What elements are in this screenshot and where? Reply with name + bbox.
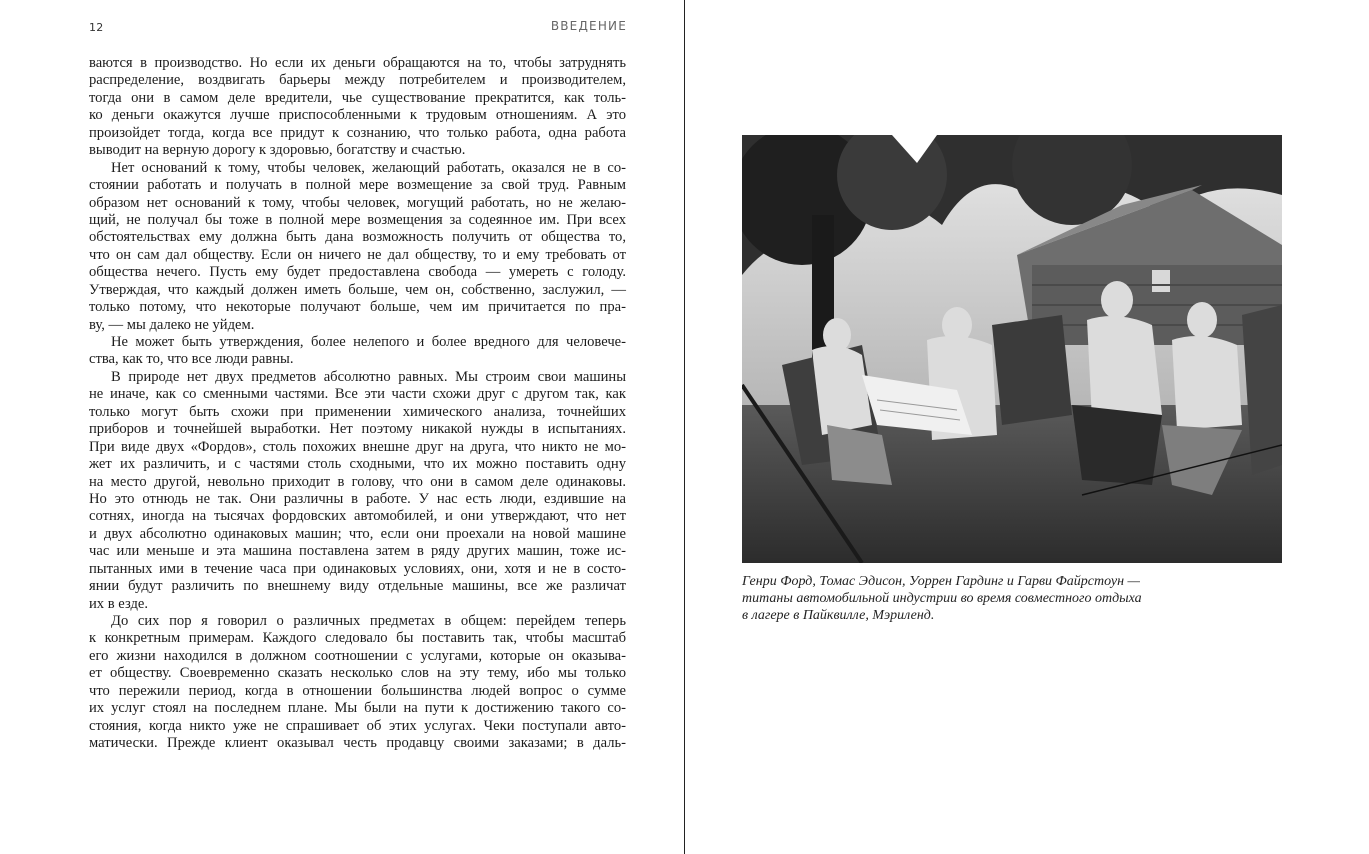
text-line: ко деньги окажутся лучше приспособленными к трудовым отношениям. А это bbox=[89, 107, 626, 124]
text-line: ет обществу. Своевременно сказать несколько слов на эту тему, ибо мы только bbox=[89, 665, 626, 682]
text-line: только потому, что некоторые получают больше, чем им причитается по пра- bbox=[89, 299, 626, 316]
right-page bbox=[685, 0, 1369, 854]
left-page bbox=[0, 0, 684, 854]
text-line: его жизни находился в должном соотношении с услугами, которые он оказыва- bbox=[89, 647, 626, 664]
page-number: 12 bbox=[89, 21, 104, 34]
text-line: стояния, когда никто уже не спрашивает об этих услугах. Чеки поступали авто- bbox=[89, 717, 626, 734]
text-line: тогда они в самом деле вредители, чье существование прекратится, как толь- bbox=[89, 89, 626, 106]
text-line: только могут быть схожи при применении химического анализа, точнейших bbox=[89, 403, 626, 420]
text-line: и двух абсолютно одинаковых машин; что, если они проехали на новой машине bbox=[89, 525, 626, 542]
text-line: произойдет тогда, когда все придут к сознанию, что только работа, одна работа bbox=[89, 124, 626, 141]
text-line: В природе нет двух предметов абсолютно равных. Мы строим свои машины bbox=[111, 368, 626, 385]
text-line: янии будут различить по внешнему виду отдельные машины, все же различат bbox=[89, 578, 626, 595]
text-line: приборов и точнейшей выработки. Нет поэтому никакой нужды в испытаниях. bbox=[89, 421, 626, 438]
text-line: ваются в производство. Но если их деньги обращаются на то, чтобы затруднять bbox=[89, 55, 626, 71]
text-line: ства, как то, что все люди равны. bbox=[89, 351, 294, 368]
text-line: их в езде. bbox=[89, 595, 149, 612]
historical-photo bbox=[742, 135, 1282, 563]
text-line: Но это отнюдь не так. Они различны в работе. У нас есть люди, ездившие на bbox=[89, 490, 626, 507]
text-line: их услуг стоял на последнем плане. Мы были на пути к достижению такого со- bbox=[89, 700, 626, 717]
text-line: жет их различить, и с частями столь сходными, что их можно поставить одну bbox=[89, 456, 626, 473]
text-line: к конкретным примерам. Каждого следовало бы поставить так, чтобы масштаб bbox=[89, 630, 626, 647]
text-line: До сих пор я говорил о различных предметах в общем: перейдем теперь bbox=[111, 613, 626, 629]
running-head: ВВЕДЕНИЕ bbox=[550, 19, 627, 33]
caption-line: титаны автомобильной индустрии во время совместного отдыха bbox=[742, 591, 1142, 606]
text-line: обстоятельствах ему должна быть дана возможность получить от общества то, bbox=[89, 229, 626, 246]
text-line: не иначе, как со сменными частями. Все эти части схожи друг с другом так, как bbox=[89, 386, 626, 403]
text-line: При виде двух «Фордов», столь похожих внешне друг на друга, что никто не мо- bbox=[89, 438, 626, 455]
text-line: что он сам дал обществу. Если он ничего не дал обществу, то и ему требовать от bbox=[89, 246, 626, 263]
caption-line: Генри Форд, Томас Эдисон, Уоррен Гардинг и Гарви Файрстоун — bbox=[742, 574, 1140, 589]
text-line: на место другой, невольно приходит в голову, что они в самом деле одинаковы. bbox=[89, 473, 626, 490]
text-line: Утверждая, что каждый должен иметь больше, чем он, собственно, заслужил, — bbox=[89, 281, 626, 298]
text-line: Не может быть утверждения, более нелепого и более вредного для человече- bbox=[111, 334, 626, 350]
text-line: выводит на верную дорогу к здоровью, богатству и счастью. bbox=[89, 142, 466, 159]
text-line: Нет оснований к тому, чтобы человек, желающий работать, оказался не в со- bbox=[111, 159, 626, 176]
text-line: образом нет оснований к тому, чтобы человек, могущий работать, но не желаю- bbox=[89, 194, 626, 211]
text-line: пытанных ими в течение часа при одинаковых условиях, они, хотя и не в состо- bbox=[89, 560, 626, 577]
text-line: сотнях, иногда на тысячах фордовских автомобилей, и они утверждают, что нет bbox=[89, 508, 626, 525]
caption-line: в лагере в Пайквилле, Мэриленд. bbox=[742, 608, 935, 623]
photo-caption bbox=[742, 573, 1212, 624]
text-line: стоянии работать и получать в полной мере возмещение за свой труд. Равным bbox=[89, 177, 626, 194]
text-line: общества нечего. Пусть ему будет предоставлена свобода — умереть с голоду. bbox=[89, 264, 626, 281]
text-line: распределение, воздвигать барьеры между потребителем и производителем, bbox=[89, 72, 626, 89]
text-line: ву, — мы далеко не уйдем. bbox=[89, 316, 255, 333]
body-text bbox=[89, 55, 626, 753]
text-line: час или меньше и эта машина поставлена затем в ряду других машин, тоже ис- bbox=[89, 543, 626, 560]
text-line: матически. Прежде клиент оказывал честь продавцу своими заказами; в даль- bbox=[89, 735, 626, 752]
text-line: щий, не получал бы тоже в полной мере возмещения за содеянное им. При всех bbox=[89, 211, 626, 228]
photo-image bbox=[742, 135, 1282, 563]
text-line: что пережили период, когда в отношении большинства людей вопрос о сумме bbox=[89, 682, 626, 699]
